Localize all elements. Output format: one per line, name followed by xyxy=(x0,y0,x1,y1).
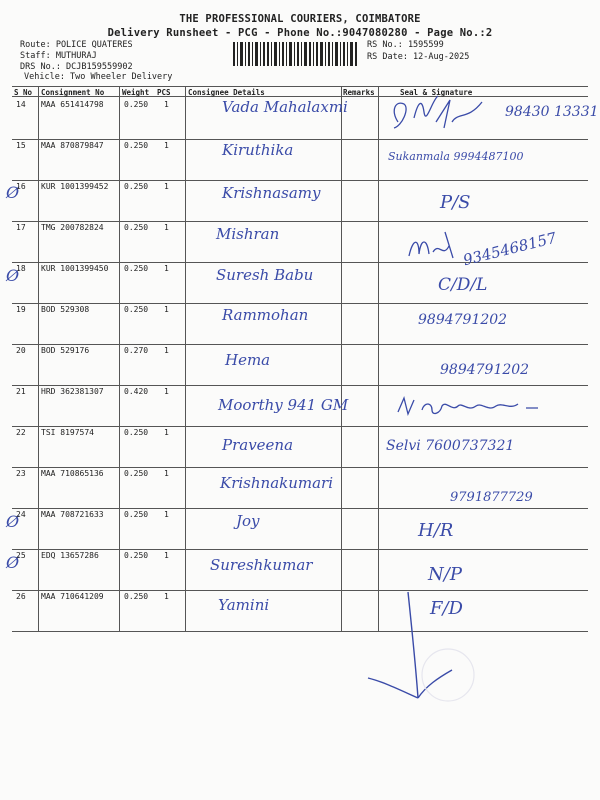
row-sno: 23 xyxy=(16,469,26,478)
row-divider xyxy=(12,508,588,509)
row-consignment: MAA 708721633 xyxy=(41,510,104,519)
row-signature: 98430 13331 xyxy=(505,104,599,120)
row-weight: 0.250 xyxy=(124,551,149,560)
row-signature: Selvi 7600737321 xyxy=(386,438,515,454)
row-pcs: 1 xyxy=(164,387,169,396)
row-weight: 0.250 xyxy=(124,100,149,109)
row-consignment: BOD 529308 xyxy=(41,305,90,314)
row-sno: 20 xyxy=(16,346,26,355)
row-weight: 0.250 xyxy=(124,305,149,314)
header-weight: Weight xyxy=(122,88,150,97)
row-sno: 21 xyxy=(16,387,26,396)
header-pcs: PCS xyxy=(157,88,171,97)
drs-info: DRS No.: DCJB159559902 xyxy=(20,62,133,72)
header-sno: S No xyxy=(14,88,33,97)
column-divider xyxy=(378,86,379,631)
row-consignment: MAA 651414798 xyxy=(41,100,104,109)
row-divider xyxy=(12,303,588,304)
row-divider xyxy=(12,426,588,427)
row-weight: 0.250 xyxy=(124,223,149,232)
row-consignment: TSI 8197574 xyxy=(41,428,94,437)
rs-number: RS No.: 1595599 xyxy=(367,40,444,50)
row-divider xyxy=(12,549,588,550)
row-weight: 0.270 xyxy=(124,346,149,355)
row-pcs: 1 xyxy=(164,592,169,601)
column-divider xyxy=(341,86,342,631)
row-sno: 14 xyxy=(16,100,26,109)
row-consignee: Mishran xyxy=(216,225,280,243)
rs-date: RS Date: 12-Aug-2025 xyxy=(367,52,470,62)
row-divider xyxy=(12,221,588,222)
row-mark: Ø xyxy=(6,512,20,531)
row-divider xyxy=(12,262,588,263)
row-divider xyxy=(12,590,588,591)
row-pcs: 1 xyxy=(164,264,169,273)
row-signature: 9345468157 xyxy=(461,228,559,270)
row-pcs: 1 xyxy=(164,551,169,560)
row-pcs: 1 xyxy=(164,100,169,109)
row-consignment: TMG 200782824 xyxy=(41,223,104,232)
row-consignee: Krishnakumari xyxy=(220,474,334,492)
row-mark: Ø xyxy=(6,266,20,285)
row-consignment: HRD 362381307 xyxy=(41,387,104,396)
table-border-bottom xyxy=(12,631,588,632)
row-sno: 25 xyxy=(16,551,26,560)
row-sno: 22 xyxy=(16,428,26,437)
header-consignee: Consignee Details xyxy=(188,88,265,97)
row-signature: 9791877729 xyxy=(450,490,533,505)
row-consignee: Hema xyxy=(225,351,271,369)
row-divider xyxy=(12,467,588,468)
row-consignment: BOD 529176 xyxy=(41,346,90,355)
row-pcs: 1 xyxy=(164,510,169,519)
company-title: THE PROFESSIONAL COURIERS, COIMBATORE xyxy=(179,13,421,25)
row-weight: 0.250 xyxy=(124,141,149,150)
column-divider xyxy=(119,86,120,631)
row-consignee: Krishnasamy xyxy=(222,184,321,202)
signature-scribble-icon xyxy=(392,392,552,422)
row-consignee: Sureshkumar xyxy=(210,556,313,574)
row-sno: 17 xyxy=(16,223,26,232)
row-signature: C/D/L xyxy=(438,275,488,295)
row-signature: H/R xyxy=(418,520,454,541)
row-pcs: 1 xyxy=(164,428,169,437)
row-sno: 19 xyxy=(16,305,26,314)
row-consignee: Suresh Babu xyxy=(216,266,314,284)
row-consignment: MAA 710641209 xyxy=(41,592,104,601)
row-sno: 18 xyxy=(16,264,26,273)
row-weight: 0.250 xyxy=(124,510,149,519)
row-weight: 0.250 xyxy=(124,469,149,478)
row-mark: Ø xyxy=(6,553,20,572)
row-weight: 0.250 xyxy=(124,428,149,437)
row-consignment: KUR 1001399450 xyxy=(41,264,109,273)
row-sno: 24 xyxy=(16,510,26,519)
header-consignment: Consignment No xyxy=(41,88,105,97)
row-sno: 26 xyxy=(16,592,26,601)
row-divider xyxy=(12,180,588,181)
row-divider xyxy=(12,385,588,386)
row-consignee: Kiruthika xyxy=(222,141,294,159)
header-signature: Seal & Signature xyxy=(400,88,473,97)
staff-info: Staff: MUTHURAJ xyxy=(20,51,97,61)
vehicle-info: Vehicle: Two Wheeler Delivery xyxy=(24,72,173,82)
row-consignment: KUR 1001399452 xyxy=(41,182,109,191)
row-pcs: 1 xyxy=(164,141,169,150)
row-signature: N/P xyxy=(428,564,462,585)
row-signature: 9894791202 xyxy=(418,312,508,328)
row-sno: 16 xyxy=(16,182,26,191)
closing-stroke-icon xyxy=(360,590,490,710)
row-sno: 15 xyxy=(16,141,26,150)
row-pcs: 1 xyxy=(164,305,169,314)
row-weight: 0.250 xyxy=(124,264,149,273)
row-consignment: MAA 870879847 xyxy=(41,141,104,150)
row-consignee: Yamini xyxy=(218,596,270,614)
signature-scribble-icon xyxy=(388,92,498,138)
runsheet-subtitle: Delivery Runsheet - PCG - Phone No.:9047080280 - Page No.:2 xyxy=(107,27,493,39)
column-divider xyxy=(38,86,39,631)
column-divider xyxy=(185,86,186,631)
row-consignee: Rammohan xyxy=(222,306,309,324)
row-weight: 0.420 xyxy=(124,387,149,396)
table-border-top xyxy=(12,86,588,87)
row-weight: 0.250 xyxy=(124,182,149,191)
row-mark: Ø xyxy=(6,183,20,202)
row-divider xyxy=(12,344,588,345)
row-consignee: Vada Mahalaxmi xyxy=(222,98,348,116)
row-pcs: 1 xyxy=(164,223,169,232)
row-signature: 9894791202 xyxy=(440,362,530,378)
row-pcs: 1 xyxy=(164,182,169,191)
header-remarks: Remarks xyxy=(343,88,375,97)
row-pcs: 1 xyxy=(164,346,169,355)
row-signature: Sukanmala 9994487100 xyxy=(388,150,524,163)
row-weight: 0.250 xyxy=(124,592,149,601)
signature-scribble-icon xyxy=(405,228,465,264)
row-pcs: 1 xyxy=(164,469,169,478)
row-divider xyxy=(12,139,588,140)
row-consignment: EDQ 13657286 xyxy=(41,551,99,560)
row-consignee: Praveena xyxy=(222,436,294,454)
row-signature: F/D xyxy=(430,598,463,619)
row-signature: P/S xyxy=(440,192,471,213)
row-consignee: Moorthy 941 GM xyxy=(218,396,349,414)
row-consignment: MAA 710865136 xyxy=(41,469,104,478)
row-consignee: Joy xyxy=(236,512,260,530)
route-info: Route: POLICE QUATERES xyxy=(20,40,133,50)
barcode xyxy=(233,42,358,66)
